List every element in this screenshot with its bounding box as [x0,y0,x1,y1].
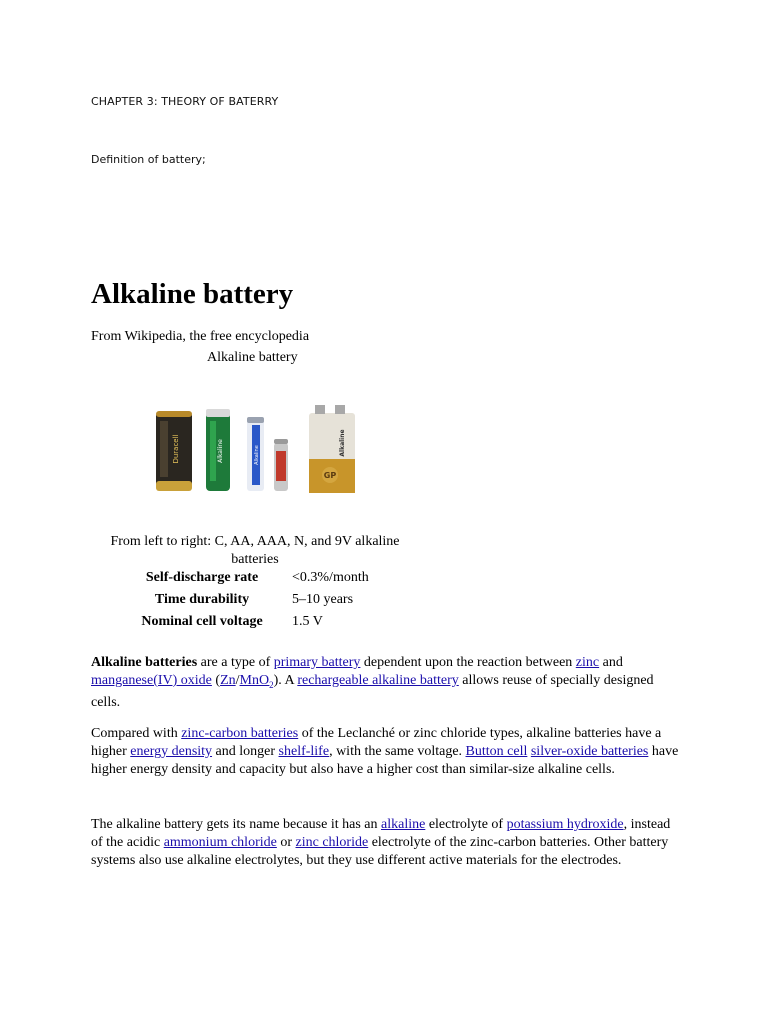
image-caption: From left to right: C, AA, AAA, N, and 9V alkaline batteries [110,534,400,567]
c-cell-battery [156,411,192,491]
infobox-title: Alkaline battery [207,350,298,365]
spec-row [118,614,369,636]
link-manganese-oxide[interactable]: manganese(IV) oxide [91,673,212,688]
text: dependent upon the reaction between [360,655,576,670]
spec-value: 5–10 years [292,592,354,607]
text: electrolyte of the zinc-carbon batteries. Other battery systems also use alkaline electrolytes, but they use different active materials for the electrodes. [91,835,669,868]
text: , instead of the acidic [91,817,671,850]
9v-battery [309,405,355,493]
text: electrolyte of [425,817,507,832]
text: The alkaline battery gets its name because it has an [91,817,382,832]
battery-photo [150,395,365,500]
link-mno2[interactable] [240,673,274,688]
text: are a type of [197,655,274,670]
text: of the Leclanché or zinc chloride types, alkaline batteries have a higher [91,726,662,759]
text: and [599,655,623,670]
link-zinc[interactable]: zinc [575,655,600,670]
aaa-cell-label: Alkaline [254,445,260,465]
paragraph-intro [91,654,683,712]
link-potassium-hydroxide[interactable]: potassium hydroxide [506,817,624,832]
spec-label: Nominal cell voltage [141,614,263,629]
bold-term: Alkaline batteries [91,655,198,670]
link-energy-density[interactable]: energy density [130,744,213,759]
spec-value: 1.5 V [292,614,323,629]
subscript: 2 [269,679,274,690]
spec-label: Self-discharge rate [145,570,259,585]
text: allows reuse of specially designed cells. [91,673,654,710]
text: have higher energy density and capacity but also have a higher cost than similar-size alkaline cells. [91,744,679,777]
link-zn[interactable]: Zn [220,673,236,688]
specs-table [118,570,369,636]
spec-value: <0.3%/month [292,570,369,585]
aa-cell-label: Alkaline [217,439,224,463]
spec-label: Time durability [154,592,250,607]
text: Compared with [91,726,182,741]
spec-row [118,592,369,614]
9v-type-label: Alkaline [339,429,346,457]
link-shelf-life[interactable]: shelf-life [278,744,330,759]
aa-cell-battery [206,409,230,491]
9v-brand-label: GP [323,471,337,480]
link-rechargeable-alkaline[interactable]: rechargeable alkaline battery [297,673,459,688]
c-cell-label: Duracell [172,434,180,464]
link-zinc-carbon[interactable]: zinc-carbon batteries [181,726,299,741]
text: / [235,673,240,688]
chapter-heading: CHAPTER 3: THEORY OF BATERRY [91,95,279,108]
text: , with the same voltage. [329,744,466,759]
spec-row [118,570,369,592]
aaa-cell-battery [247,417,264,491]
link-button-cell[interactable]: Button cell [465,744,528,759]
text: ( [211,673,221,688]
link-zinc-chloride[interactable]: zinc chloride [295,835,369,850]
link-silver-oxide[interactable]: silver-oxide batteries [530,744,649,759]
text: ). A [273,673,298,688]
article-source: From Wikipedia, the free encyclopedia [91,329,310,344]
paragraph-electrolyte [91,816,683,870]
definition-heading: Definition of battery; [91,153,206,166]
paragraph-comparison [91,725,683,779]
link-text: MnO [239,673,270,688]
article-title: Alkaline battery [91,278,294,310]
n-cell-battery [274,439,288,491]
link-primary-battery[interactable]: primary battery [273,655,361,670]
text: and longer [212,744,279,759]
link-alkaline[interactable]: alkaline [381,817,426,832]
text: or [276,835,296,850]
link-ammonium-chloride[interactable]: ammonium chloride [163,835,277,850]
